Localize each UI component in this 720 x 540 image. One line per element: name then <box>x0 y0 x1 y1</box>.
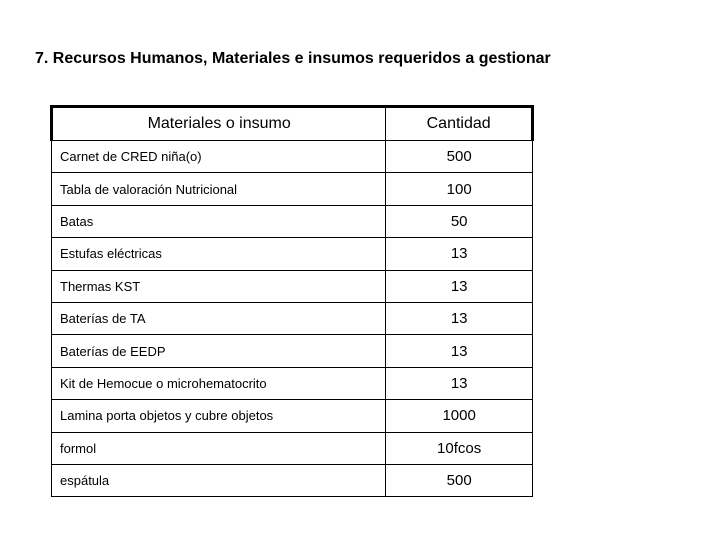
material-cell: Carnet de CRED niña(o) <box>52 141 386 173</box>
material-cell: Lamina porta objetos y cubre objetos <box>52 400 386 432</box>
quantity-cell: 100 <box>386 173 533 205</box>
table-row <box>52 270 533 302</box>
material-cell: Thermas KST <box>52 270 386 302</box>
quantity-cell: 13 <box>386 302 533 334</box>
material-cell: Baterías de EEDP <box>52 335 386 367</box>
table-row <box>52 400 533 432</box>
header-cantidad: Cantidad <box>386 107 533 141</box>
material-cell: Kit de Hemocue o microhematocrito <box>52 367 386 399</box>
table-row <box>52 238 533 270</box>
table-row <box>52 173 533 205</box>
table-row <box>52 205 533 237</box>
material-cell: formol <box>52 432 386 464</box>
materials-table <box>50 105 534 497</box>
quantity-cell: 50 <box>386 205 533 237</box>
material-cell: Estufas eléctricas <box>52 238 386 270</box>
material-cell: Tabla de valoración Nutricional <box>52 173 386 205</box>
table-row <box>52 432 533 464</box>
quantity-cell: 500 <box>386 141 533 173</box>
quantity-cell: 1000 <box>386 400 533 432</box>
quantity-cell: 13 <box>386 367 533 399</box>
quantity-cell: 13 <box>386 270 533 302</box>
material-cell: espátula <box>52 464 386 496</box>
table-row <box>52 141 533 173</box>
quantity-cell: 10fcos <box>386 432 533 464</box>
section-title: 7. Recursos Humanos, Materiales e insumos requeridos a gestionar <box>35 50 551 67</box>
table-row <box>52 464 533 496</box>
table-row <box>52 367 533 399</box>
table-row <box>52 335 533 367</box>
material-cell: Batas <box>52 205 386 237</box>
header-materiales: Materiales o insumo <box>52 107 386 141</box>
quantity-cell: 13 <box>386 238 533 270</box>
quantity-cell: 500 <box>386 464 533 496</box>
quantity-cell: 13 <box>386 335 533 367</box>
material-cell: Baterías de TA <box>52 302 386 334</box>
table-header-row <box>52 107 533 141</box>
table-row <box>52 302 533 334</box>
